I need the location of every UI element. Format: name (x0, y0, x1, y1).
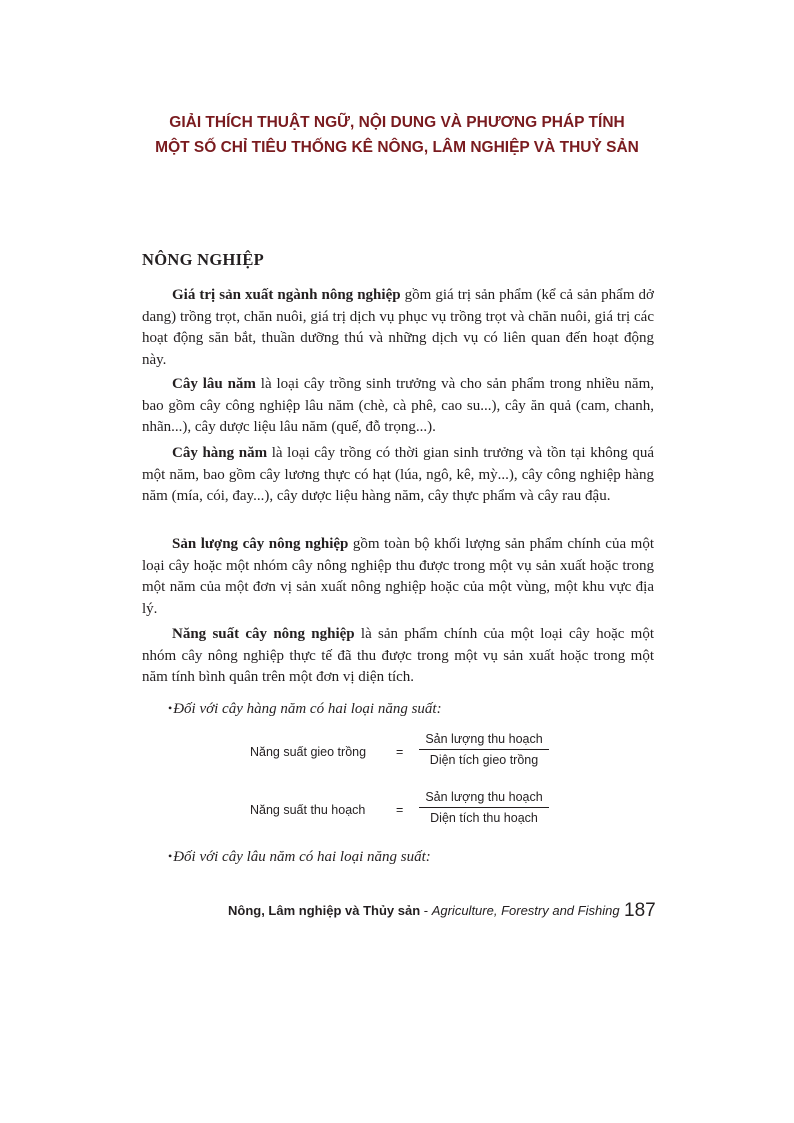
bullet-dot-icon: • (168, 701, 173, 715)
paragraph-production-value (142, 285, 654, 371)
formula-equals: = (396, 803, 404, 817)
bullet-dot-icon: • (168, 849, 173, 863)
formula-fraction (419, 790, 549, 825)
formula-harvested-yield (250, 790, 570, 834)
footer-title-vn: Nông, Lâm nghiệp và Thủy sản (228, 903, 421, 918)
page-title-line-2: MỘT SỐ CHỈ TIÊU THỐNG KÊ NÔNG, LÂM NGHIỆP VÀ THUỶ SẢN (155, 139, 639, 156)
formula-fraction (419, 732, 549, 767)
formula-denominator: Diện tích gieo trồng (429, 753, 539, 767)
formula-numerator: Sản lượng thu hoạch (419, 790, 549, 808)
formula-denominator: Diện tích thu hoạch (430, 811, 538, 825)
paragraph-text: là loại cây trồng sinh trưởng và cho sản phẩm trong nhiều năm, bao gồm cây công nghiệp lâu năm (chè, cà phê, cao su...), cây ăn quả (cam, chanh, nhãn...), cây dược liệu lâu năm (quế, đỗ trọng...). (142, 376, 654, 435)
section-heading: NÔNG NGHIỆP (142, 250, 265, 269)
paragraph-text: là loại cây trồng có thời gian sinh trưởng và tồn tại không quá một năm, bao gồm cây lương thực có hạt (lúa, ngô, kê, mỳ...), cây công nghiệp hàng năm (mía, cói, đay...), cây dược liệu hàng năm, cây thực phẩm và cây rau đậu. (142, 445, 654, 504)
bullet-perennial-crops (168, 847, 431, 867)
paragraph-text: gồm toàn bộ khối lượng sản phẩm chính của một loại cây hoặc một nhóm cây nông nghiệp thu được trong một vụ sản xuất hoặc trong một năm của một đơn vị sản xuất nông nghiệp hoặc của một vùng, một khu vực địa lý. (142, 536, 654, 617)
formula-numerator: Sản lượng thu hoạch (419, 732, 549, 750)
paragraph-text: gồm giá trị sản phẩm (kể cả sản phẩm dở dang) trồng trọt, chăn nuôi, giá trị dịch vụ phục vụ trồng trọt và chăn nuôi, giá trị các hoạt động săn bắt, thuần dưỡng thú và những dịch vụ có liên quan đến hoạt động này. (142, 287, 654, 368)
formula-equals: = (396, 745, 404, 759)
term-crop-yield: Năng suất cây nông nghiệp (172, 626, 355, 642)
footer-title-en: Agriculture, Forestry and Fishing (431, 903, 620, 918)
bullet-annual-crops (168, 699, 442, 719)
bullet-text: Đối với cây hàng năm có hai loại năng suất: (173, 701, 442, 717)
formula-sown-yield (250, 732, 570, 776)
footer-separator: - (420, 903, 432, 918)
formula-lhs: Năng suất thu hoạch (250, 803, 366, 817)
formula-lhs: Năng suất gieo trồng (250, 745, 367, 759)
term-annual-crops: Cây hàng năm (172, 445, 268, 461)
paragraph-crop-yield (142, 624, 654, 689)
page-footer (228, 899, 656, 921)
page-number: 187 (624, 900, 656, 921)
page-title (100, 110, 694, 160)
term-production-value: Giá trị sản xuất ngành nông nghiệp (172, 287, 401, 303)
term-crop-output: Sản lượng cây nông nghiệp (172, 536, 349, 552)
term-perennial-crops: Cây lâu năm (172, 376, 256, 392)
page-title-line-1: GIẢI THÍCH THUẬT NGỮ, NỘI DUNG VÀ PHƯƠNG PHÁP TÍNH (169, 114, 625, 131)
paragraph-perennial-crops (142, 374, 654, 439)
paragraph-annual-crops (142, 443, 654, 508)
bullet-text: Đối với cây lâu năm có hai loại năng suất: (173, 849, 431, 865)
paragraph-text: là sản phẩm chính của một loại cây hoặc một nhóm cây nông nghiệp thực tế đã thu được trong một vụ sản xuất hoặc trong một năm tính bình quân trên một đơn vị diện tích. (142, 626, 654, 685)
paragraph-crop-output (142, 534, 654, 620)
